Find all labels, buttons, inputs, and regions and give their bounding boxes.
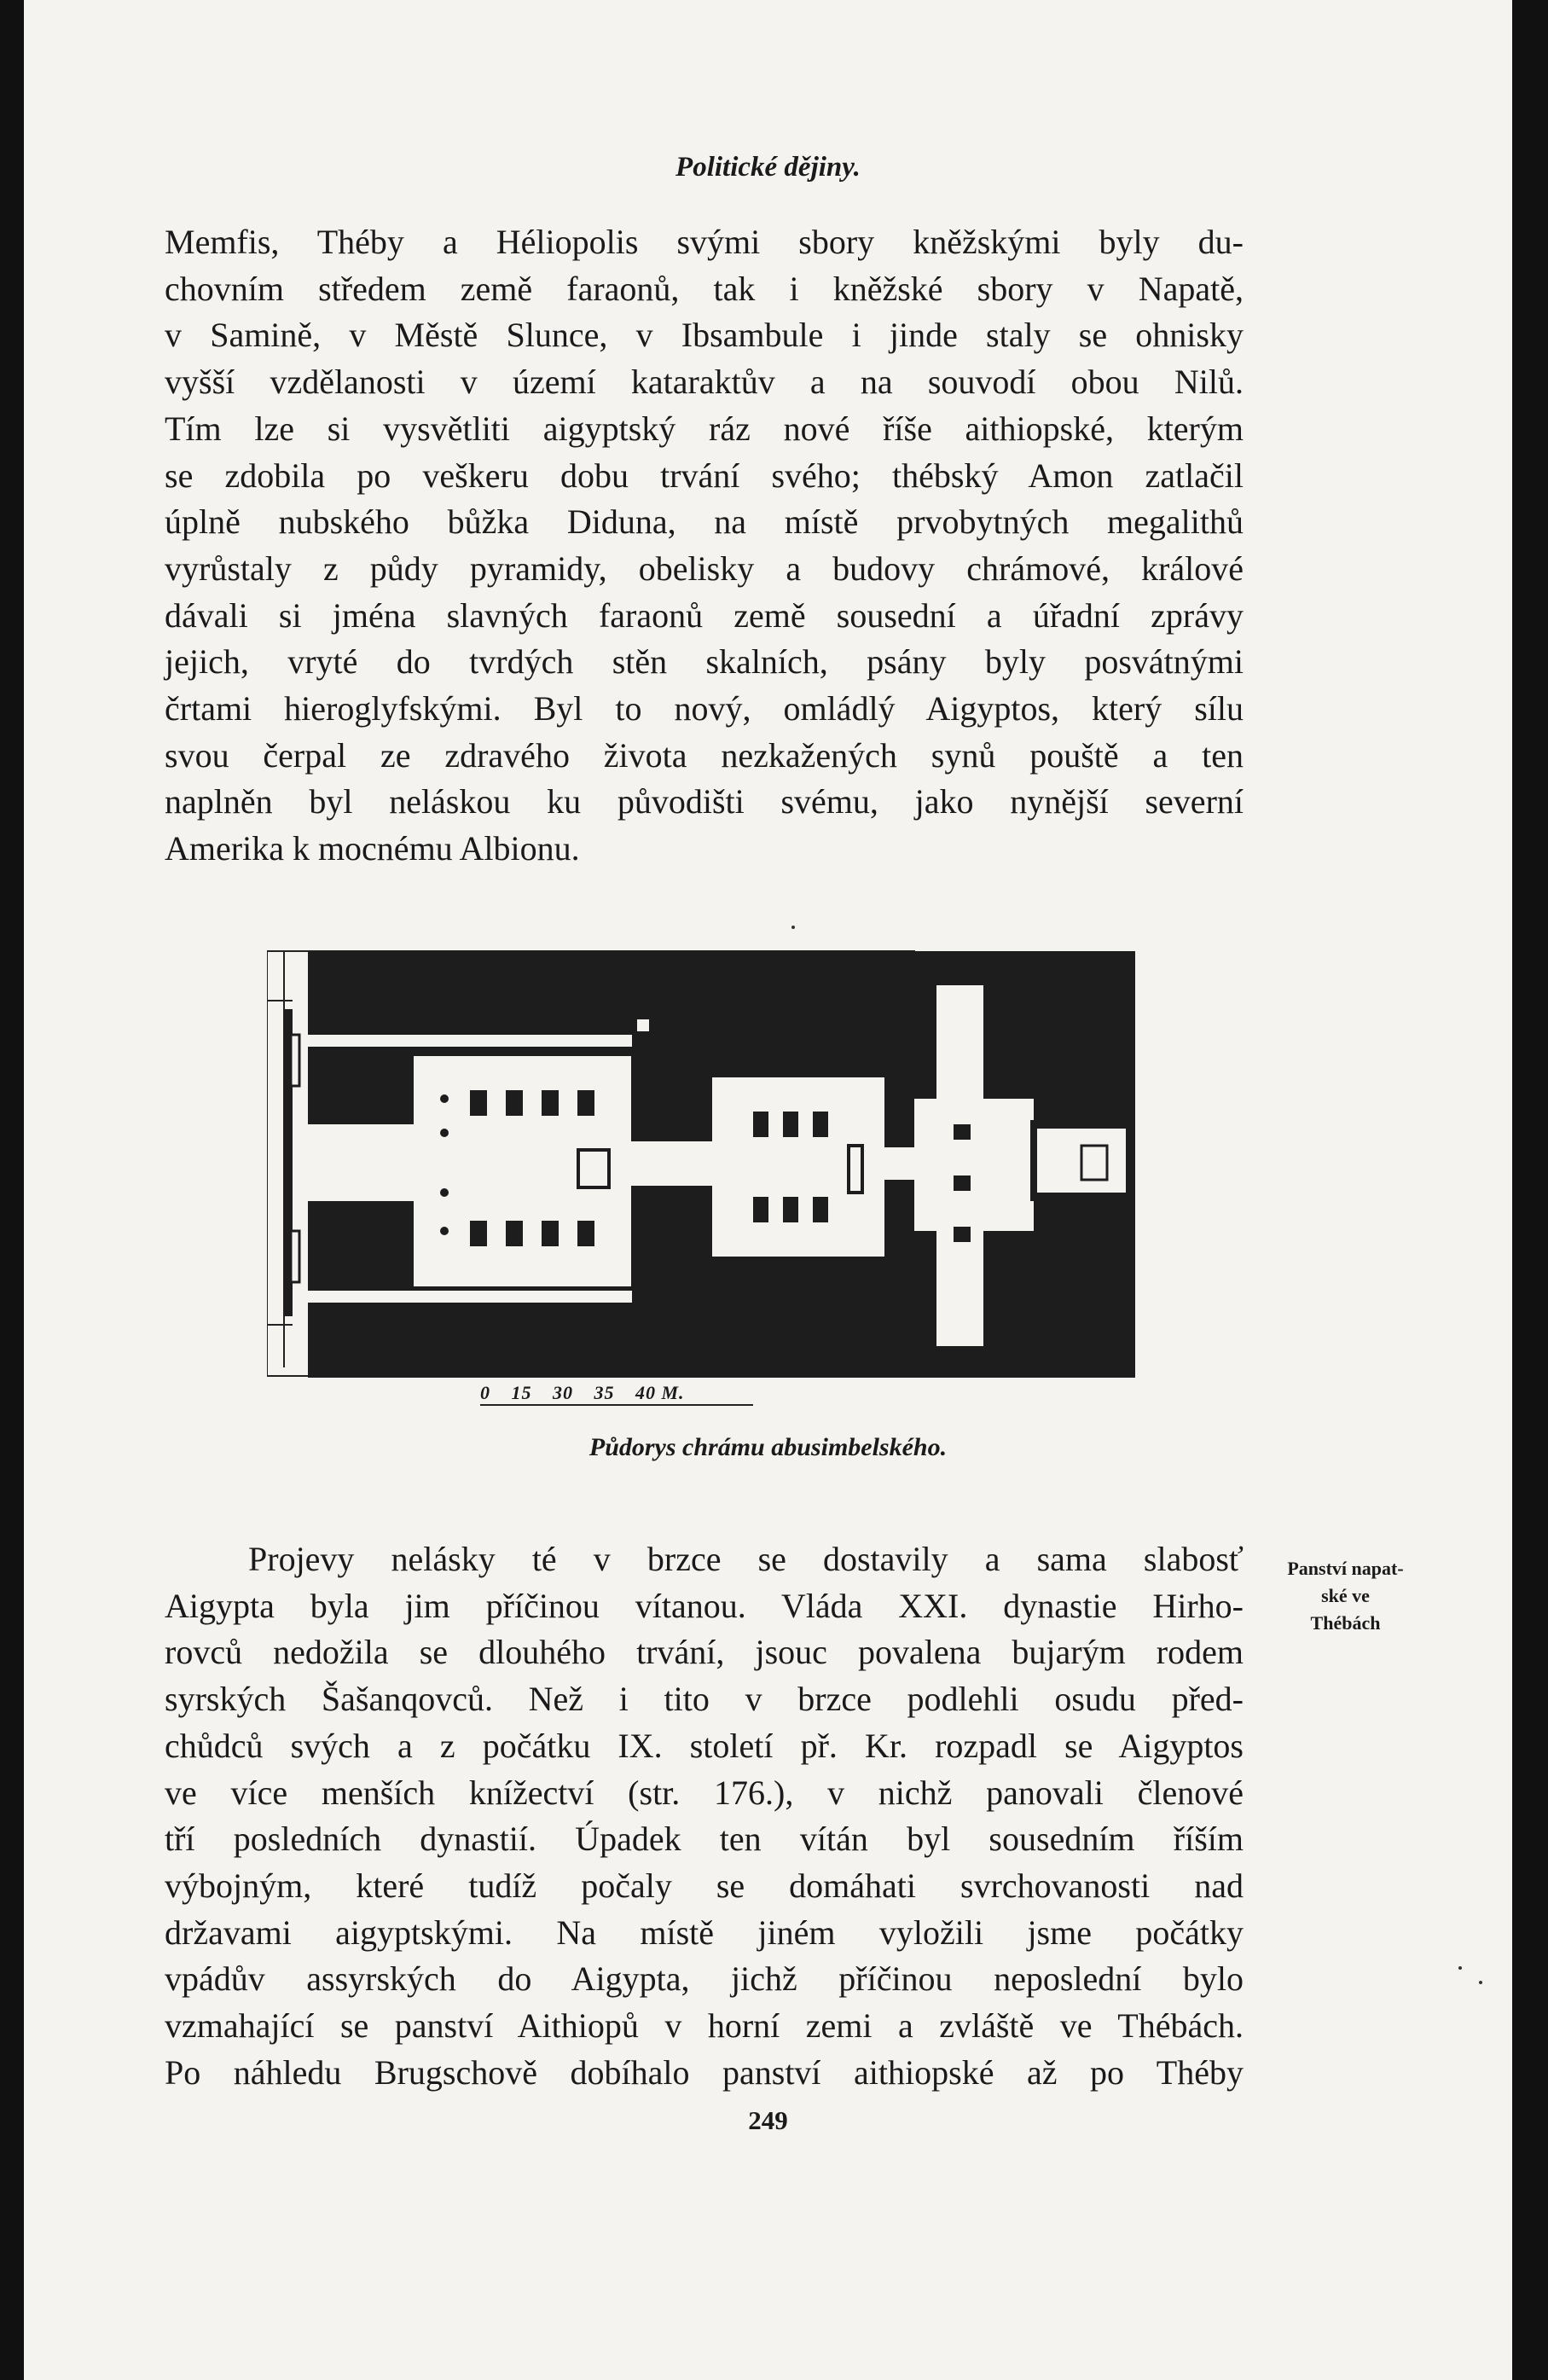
scale-labels — [480, 1382, 700, 1404]
text-line: dávali si jména slavných faraonů země sousední a úřadní zprávy — [165, 595, 1244, 635]
scale-label: 0 — [480, 1382, 490, 1403]
print-speck — [1458, 1966, 1462, 1970]
entrance-passage — [293, 1124, 429, 1201]
temple-floor-plan — [267, 949, 1135, 1393]
text-line-content: Projevy nelásky té v brzce se dostavily a sama slabosť — [248, 1540, 1244, 1578]
paragraph-1 — [165, 219, 1244, 873]
text-line: výbojným, které tudíž počaly se domáhati svrchovanosti nad — [165, 1866, 1244, 1905]
print-speck — [1479, 1981, 1482, 1984]
text-line: svou čerpal ze zdravého života nezkažených synů pouště a ten — [165, 735, 1244, 775]
vestibule — [914, 1099, 1034, 1231]
marginal-note-line: ské ve — [1321, 1585, 1370, 1606]
text-line: tří posledních dynastií. Úpadek ten vítán byl sousedním říším — [165, 1820, 1244, 1859]
text-line — [165, 1536, 1244, 1583]
text-line: chovním středem země faraonů, tak i kněžské sbory v Napatě, — [165, 269, 1244, 308]
temple-floor-plan-figure — [267, 949, 1135, 1393]
text-line: Aigypta byla jim příčinou vítanou. Vláda XXI. dynastie Hirho- — [165, 1586, 1244, 1625]
scale-label: 35 — [594, 1382, 615, 1403]
scale-label: 40 M. — [635, 1382, 685, 1403]
text-line: vzmahající se panství Aithiopů v horní zemi a zvláště ve Thébách. — [165, 2006, 1244, 2046]
paragraph-2 — [165, 1536, 1244, 2096]
text-line: chůdců svých a z počátku IX. století př. Kr. rozpadl se Aigyptos — [165, 1726, 1244, 1765]
north-chamber — [936, 985, 983, 1113]
text-line: syrských Šašanqovců. Než i tito v brzce podlehli osudu před- — [165, 1680, 1244, 1719]
figure-caption: Půdorys chrámu abusimbelského. — [588, 1433, 948, 1461]
text-line: se zdobila po veškeru dobu trvání svého; thébský Amon zatlačil — [165, 456, 1244, 495]
running-head: Politické dějiny. — [675, 152, 861, 183]
text-line: rovců nedožila se dlouhého trvání, jsouc povalena bujarým rodem — [165, 1633, 1244, 1672]
text-line: naplněn byl neláskou ku původišti svému, jako nynější severní — [165, 782, 1244, 821]
text-line: Amerika k mocnému Albionu. — [165, 829, 580, 868]
marginal-note-line: Thébách — [1310, 1612, 1381, 1634]
scale-bar — [480, 1404, 753, 1406]
book-page — [24, 0, 1512, 2380]
page-number: 249 — [748, 2105, 788, 2135]
second-hall — [712, 1077, 884, 1257]
text-line: úplně nubského bůžka Diduna, na místě prvobytných megalithů — [165, 502, 1244, 542]
text-line: Po náhledu Brugschově dobíhalo panství aithiopské až po Théby — [165, 2052, 1244, 2092]
south-chamber — [936, 1227, 983, 1346]
text-line: državami aigyptskými. Na místě jiném vyložili jsme počátky — [165, 1913, 1244, 1952]
text-line: vpádův assyrských do Aigypta, jichž příčinou neposlední bylo — [165, 1959, 1244, 1999]
text-line: črtami hieroglyfskými. Byl to nový, omládlý Aigyptos, který sílu — [165, 689, 1244, 729]
marginal-note — [1254, 1555, 1437, 1637]
print-speck — [791, 926, 795, 929]
text-line: jejich, vryté do tvrdých stěn skalních, psány byly posvátnými — [165, 642, 1244, 682]
text-line: Tím lze si vysvětliti aigyptský ráz nové říše aithiopské, kterým — [165, 409, 1244, 448]
scale-label: 15 — [511, 1382, 532, 1403]
sanctuary — [1034, 1129, 1126, 1193]
scale-label: 30 — [553, 1382, 573, 1403]
text-line: vyšší vzdělanosti v území kataraktův a na souvodí obou Nilů. — [165, 363, 1244, 402]
text-line: v Samině, v Městě Slunce, v Ibsambule i jinde staly se ohnisky — [165, 316, 1244, 355]
marginal-note-line: Panství napat- — [1287, 1558, 1404, 1579]
text-line: ve více menších knížectví (str. 176.), v nichž panovali členové — [165, 1773, 1244, 1812]
text-line: vyrůstaly z půdy pyramidy, obelisky a budovy chrámové, králové — [165, 549, 1244, 588]
text-line: Memfis, Théby a Héliopolis svými sbory kněžskými byly du- — [165, 223, 1244, 261]
